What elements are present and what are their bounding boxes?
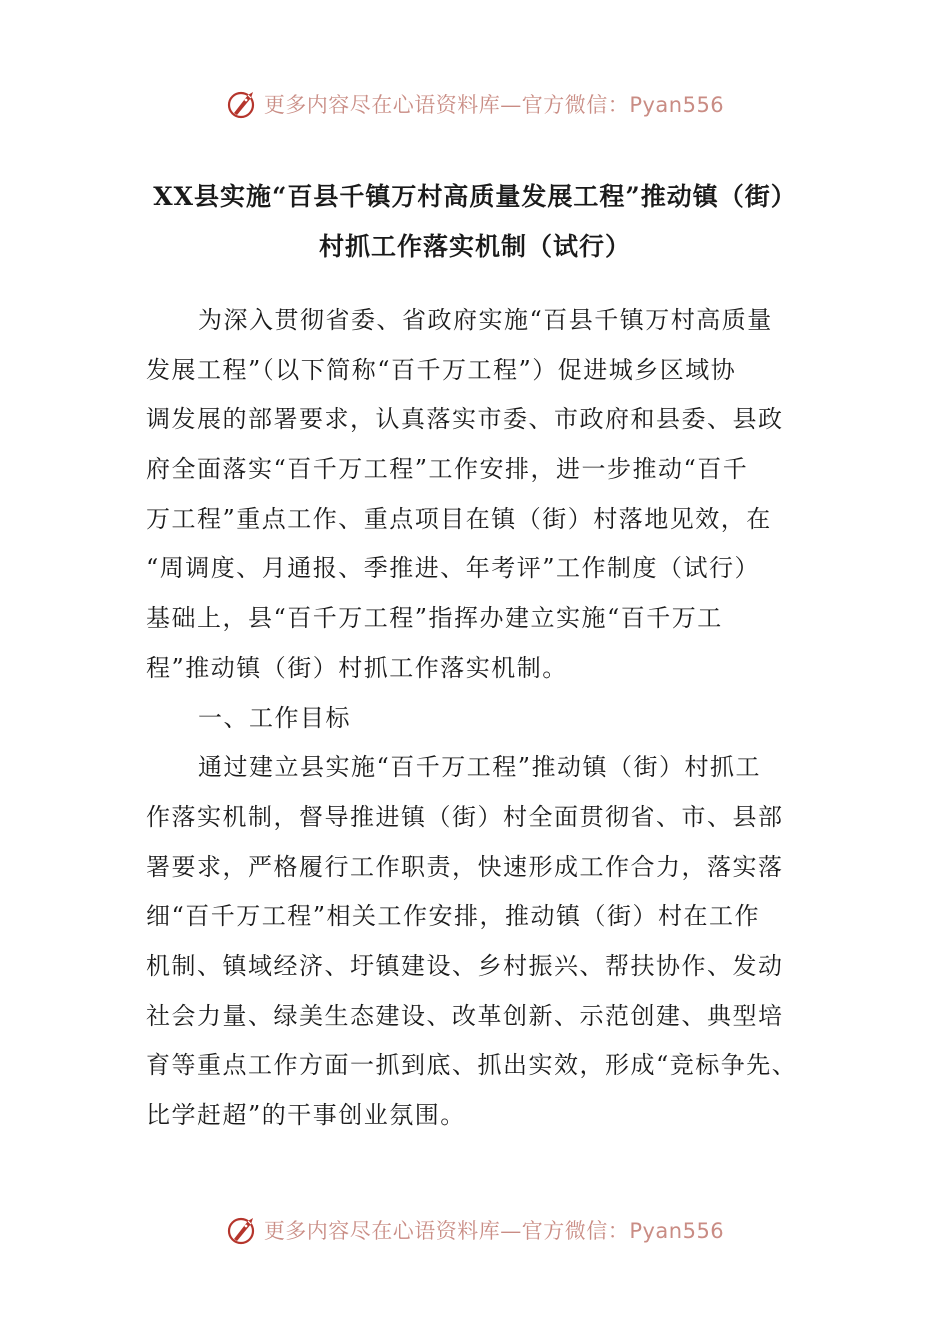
paragraph-line: 育等重点工作方面一抓到底、抓出实效，形成“竞标争先、 bbox=[146, 1051, 798, 1080]
paragraph-line: 发展工程”（以下简称“百千万工程”）促进城乡区域协 bbox=[146, 355, 737, 384]
paragraph-line: 比学赶超”的干事创业氛围。 bbox=[146, 1101, 466, 1129]
document-title-line-2: 村抓工作落实机制（试行） bbox=[318, 232, 631, 261]
watermark-wechat-id: Pyan556 bbox=[629, 1219, 725, 1243]
watermark-footer bbox=[0, 1210, 950, 1250]
pen-nib-logo-icon bbox=[226, 1213, 260, 1247]
paragraph-line: 为深入贯彻省委、省政府实施“百县千镇万村高质量 bbox=[198, 306, 773, 334]
paragraph-line: 通过建立县实施“百千万工程”推动镇（街）村抓工 bbox=[198, 753, 762, 782]
watermark-wechat-id: Pyan556 bbox=[629, 93, 725, 117]
paragraph-line: 万工程”重点工作、重点项目在镇（街）村落地见效，在 bbox=[146, 504, 772, 533]
paragraph-line: 细“百千万工程”相关工作安排，推动镇（街）村在工作 bbox=[146, 902, 761, 931]
watermark-text: 更多内容尽在心语资料库—官方微信：Pyan556 bbox=[263, 93, 725, 117]
section-heading: 一、工作目标 bbox=[198, 703, 351, 732]
paragraph-line: 程”推动镇（街）村抓工作落实机制。 bbox=[146, 653, 568, 682]
document-title-line-1: XX县实施“百县千镇万村高质量发展工程”推动镇（街） bbox=[153, 182, 797, 211]
paragraph-line: 基础上，县“百千万工程”指挥办建立实施“百千万工 bbox=[146, 604, 723, 633]
watermark-text: 更多内容尽在心语资料库—官方微信：Pyan556 bbox=[263, 1219, 725, 1243]
paragraph-line: 社会力量、绿美生态建设、改革创新、示范创建、典型培 bbox=[146, 1001, 784, 1030]
paragraph-line: 作落实机制，督导推进镇（街）村全面贯彻省、市、县部 bbox=[146, 802, 784, 831]
paragraph-line: 府全面落实“百千万工程”工作安排，进一步推动“百千 bbox=[146, 455, 749, 484]
pen-nib-logo-icon bbox=[226, 87, 260, 121]
paragraph-line: 署要求，严格履行工作职责，快速形成工作合力，落实落 bbox=[146, 852, 784, 881]
watermark-header bbox=[0, 84, 950, 124]
paragraph-line: “周调度、月通报、季推进、年考评”工作制度（试行） bbox=[146, 554, 761, 583]
paragraph-line: 调发展的部署要求，认真落实市委、市政府和县委、县政 bbox=[146, 405, 784, 434]
paragraph-line: 机制、镇域经济、圩镇建设、乡村振兴、帮扶协作、发动 bbox=[146, 951, 784, 980]
document-body bbox=[146, 296, 806, 1141]
